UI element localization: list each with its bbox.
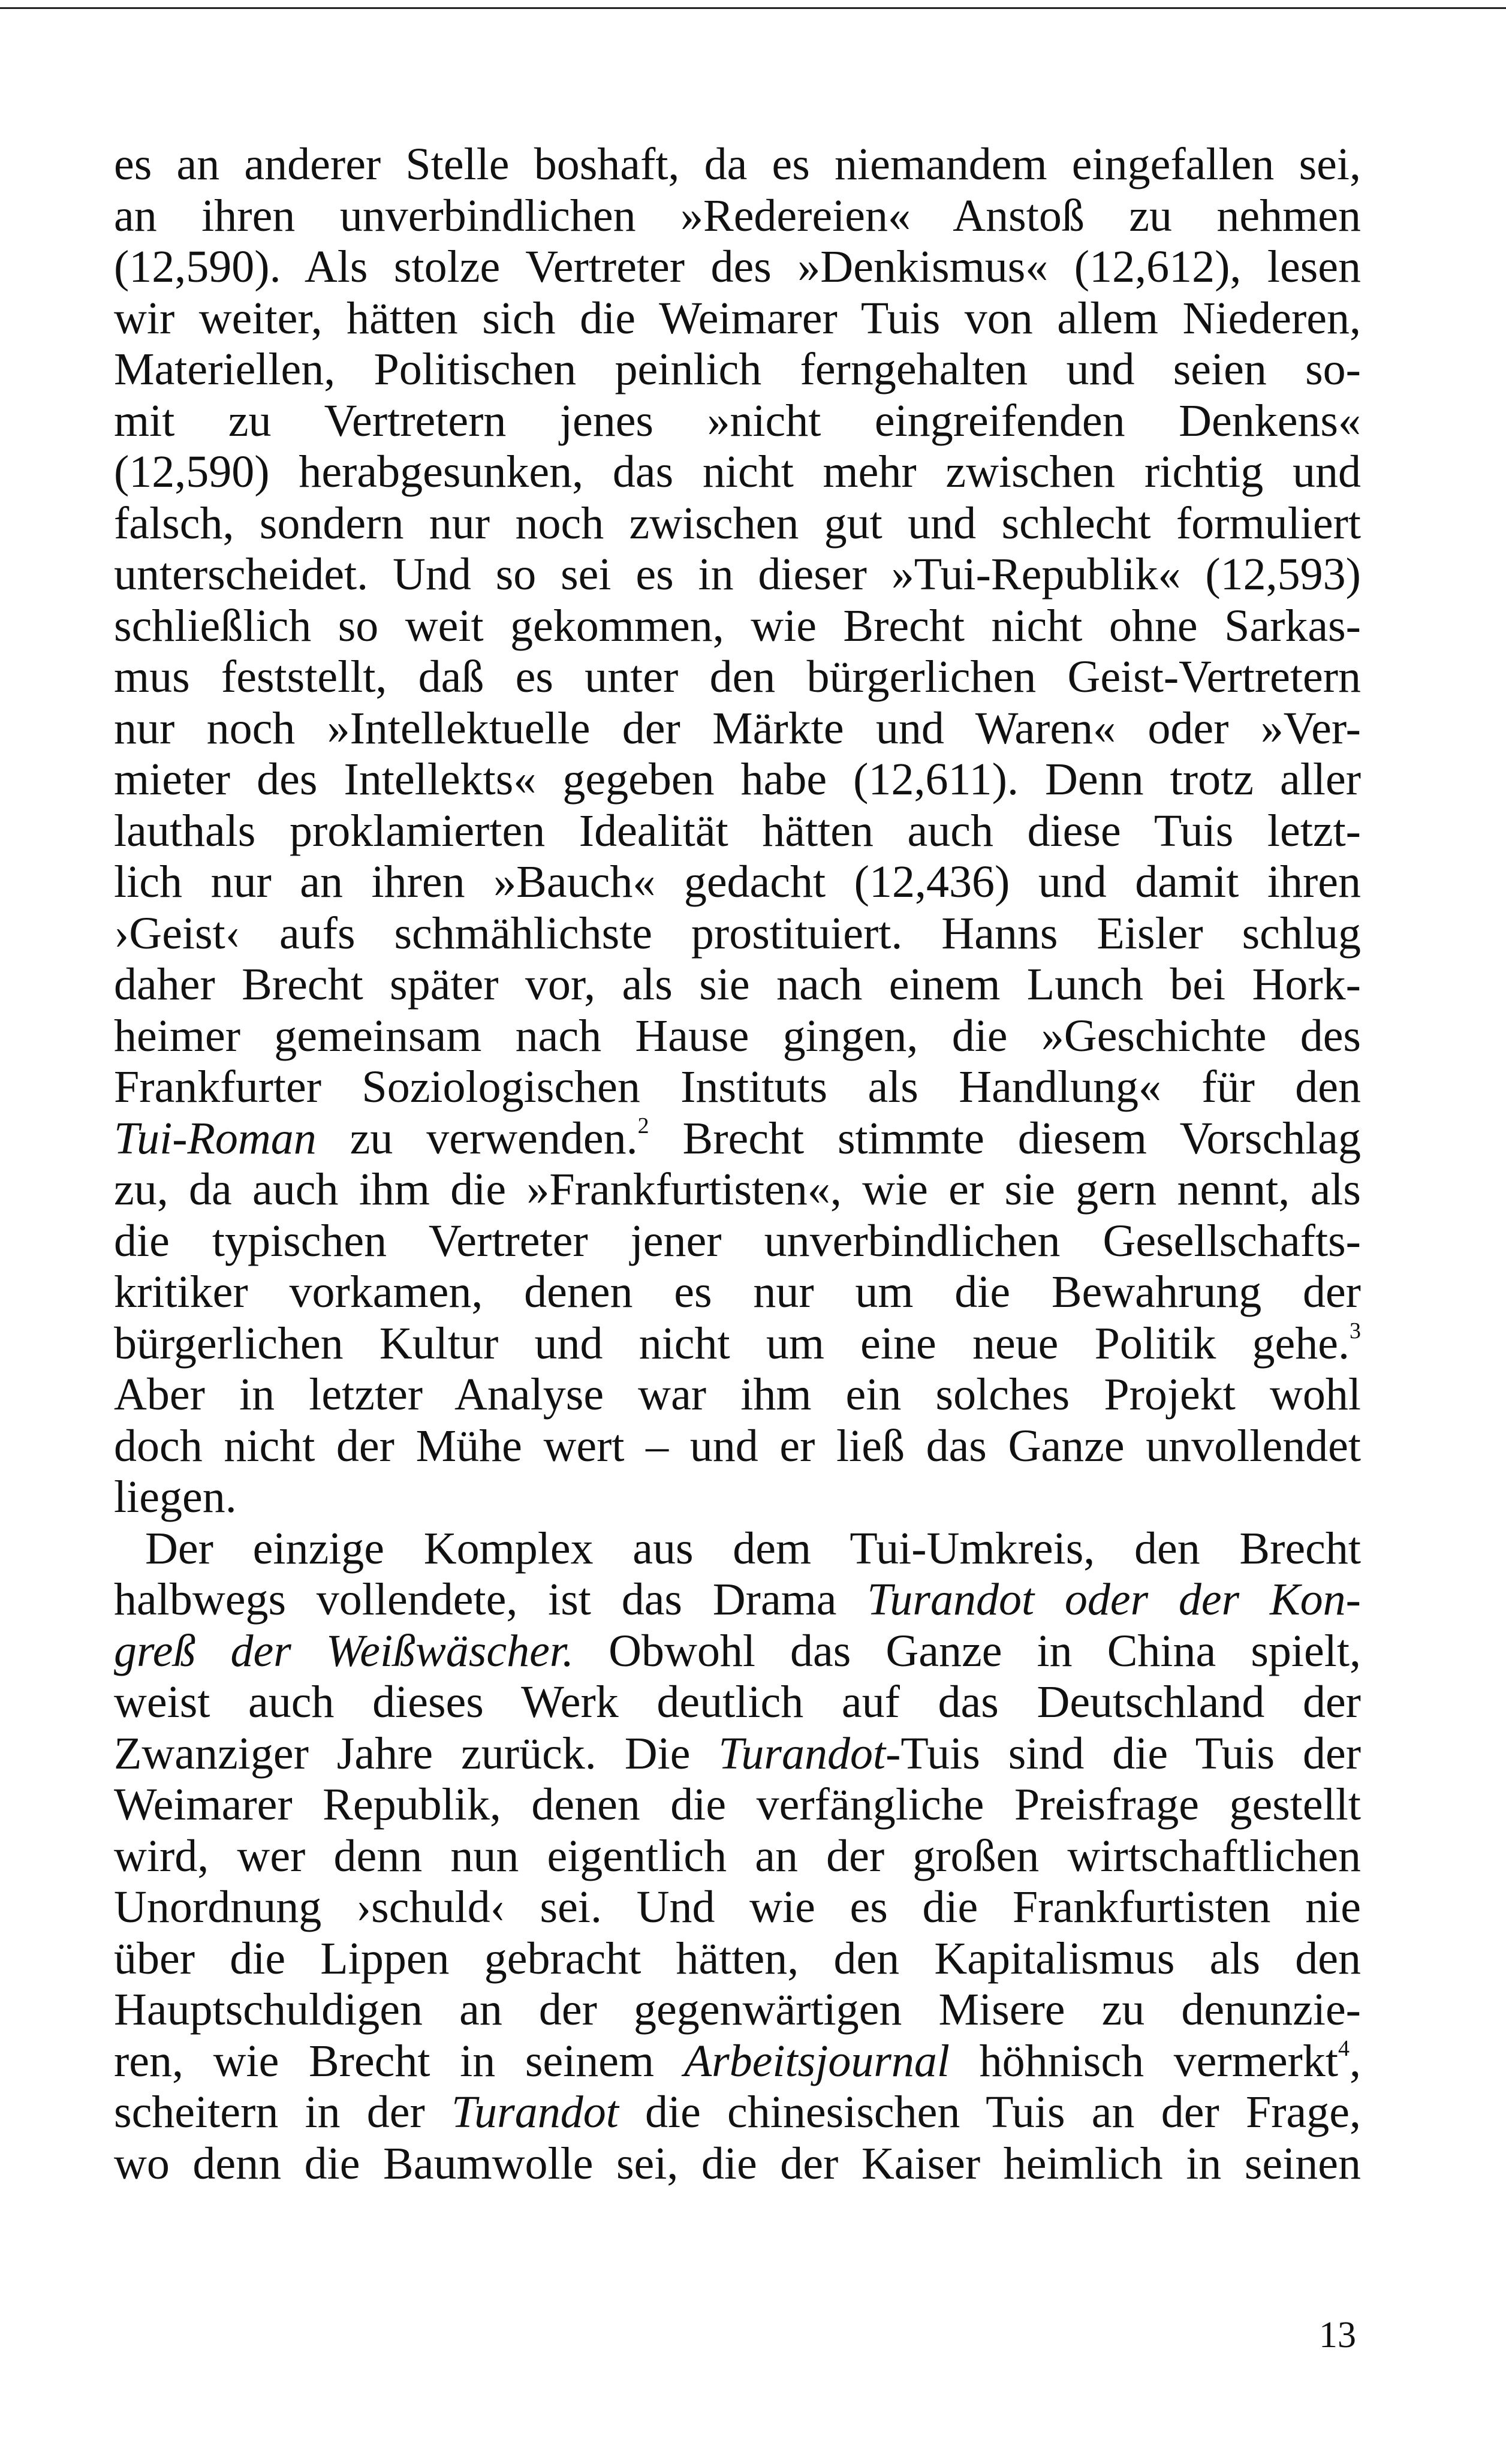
text-segment: mieter des Intellekts« gegeben habe (12,611). Denn trotz aller [114, 754, 1361, 805]
text-line [114, 549, 1361, 601]
text-segment: Hauptschuldigen an der gegenwärtigen Misere zu denunzie- [114, 1984, 1361, 2035]
text-line [114, 857, 1361, 908]
italic-title: Turandot [451, 2087, 619, 2137]
italic-title: greß der Weißwäscher. [114, 1625, 574, 1676]
page-number: 13 [1319, 2315, 1356, 2355]
text-segment: die chinesischen Tuis an der Frage, [618, 2087, 1362, 2137]
text-segment: zu verwenden. [316, 1113, 638, 1164]
footnote-marker: 2 [637, 1113, 649, 1138]
text-line [114, 1728, 1361, 1780]
text-line [114, 396, 1361, 447]
italic-title: Tui-Roman [114, 1113, 317, 1164]
text-line [114, 754, 1361, 806]
text-line [114, 1831, 1361, 1882]
text-segment: -Tuis sind die Tuis der [885, 1728, 1361, 1779]
text-line [114, 1677, 1361, 1728]
text-segment: Zwanziger Jahre zurück. Die [114, 1728, 719, 1779]
text-segment: wird, wer denn nun eigentlich an der großen wirtschaftlichen [114, 1830, 1361, 1881]
top-rule [0, 7, 1506, 9]
text-segment: es an anderer Stelle boshaft, da es niemandem eingefallen sei, [114, 139, 1361, 189]
text-line [114, 1062, 1361, 1113]
text-segment: daher Brecht später vor, als sie nach einem Lunch bei Hork- [114, 959, 1361, 1010]
page-body-text [114, 139, 1361, 2189]
text-segment: Der einzige Komplex aus dem Tui-Umkreis, den Brecht [145, 1523, 1361, 1574]
text-line [114, 703, 1361, 755]
text-segment: ren, wie Brecht in seinem [114, 2035, 684, 2086]
text-segment: mus feststellt, daß es unter den bürgerlichen Geist-Vertretern [114, 652, 1361, 702]
text-line [114, 293, 1361, 345]
text-line [114, 959, 1361, 1011]
text-line [114, 1523, 1361, 1575]
text-segment: wir weiter, hätten sich die Weimarer Tuis von allem Niederen, [114, 293, 1361, 344]
text-line [114, 1421, 1361, 1472]
text-segment: die typischen Vertreter jener unverbindlichen Gesellschafts- [114, 1215, 1361, 1266]
text-segment: Materiellen, Politischen peinlich ferngehalten und seien so- [114, 344, 1361, 394]
text-line [114, 1113, 1361, 1165]
text-segment: über die Lippen gebracht hätten, den Kapitalismus als den [114, 1933, 1361, 1984]
text-line [114, 1933, 1361, 1985]
text-line [114, 1626, 1361, 1677]
text-line [114, 1318, 1361, 1370]
text-segment: Aber in letzter Analyse war ihm ein solches Projekt wohl [114, 1369, 1361, 1420]
text-line [114, 191, 1361, 242]
text-segment: (12,590). Als stolze Vertreter des »Denkismus« (12,612), lesen [114, 242, 1361, 292]
text-segment: lich nur an ihren »Bauch« gedacht (12,436) und damit ihren [114, 857, 1361, 907]
text-segment: liegen. [114, 1472, 237, 1522]
text-line [114, 139, 1361, 191]
text-line [114, 447, 1361, 498]
text-line [114, 2036, 1361, 2088]
text-line [114, 1267, 1361, 1318]
text-segment: weist auch dieses Werk deutlich auf das Deutschland der [114, 1677, 1361, 1727]
text-segment: Brecht stimmte diesem Vorschlag [649, 1113, 1361, 1164]
text-line [114, 1574, 1361, 1626]
footnote-marker: 4 [1338, 2035, 1350, 2061]
footnote-marker: 3 [1350, 1318, 1361, 1344]
text-line [114, 2087, 1361, 2138]
text-segment: kritiker vorkamen, denen es nur um die Bewahrung der [114, 1267, 1361, 1317]
text-segment: falsch, sondern nur noch zwischen gut und schlecht formuliert [114, 498, 1361, 549]
text-segment: (12,590) herabgesunken, das nicht mehr zwischen richtig und [114, 447, 1361, 497]
text-segment: schließlich so weit gekommen, wie Brecht nicht ohne Sarkas- [114, 600, 1361, 651]
text-line [114, 498, 1361, 550]
text-line [114, 1216, 1361, 1267]
text-segment: Weimarer Republik, denen die verfängliche Preisfrage gestellt [114, 1779, 1361, 1830]
text-segment: Unordnung ›schuld‹ sei. Und wie es die Frankfurtisten nie [114, 1882, 1361, 1932]
text-line [114, 1882, 1361, 1933]
text-segment: ›Geist‹ aufs schmählichste prostituiert. Hanns Eisler schlug [114, 908, 1361, 959]
text-line [114, 1472, 1361, 1523]
text-segment: höhnisch vermerkt [950, 2035, 1338, 2086]
text-segment: zu, da auch ihm die »Frankfurtisten«, wie er sie gern nennt, als [114, 1164, 1361, 1215]
italic-title: Arbeitsjournal [683, 2035, 950, 2086]
text-segment: wo denn die Baumwolle sei, die der Kaiser heimlich in seinen [114, 2138, 1361, 2189]
text-segment: , [1349, 2035, 1361, 2086]
text-line [114, 1164, 1361, 1216]
text-segment: an ihren unverbindlichen »Redereien« Anstoß zu nehmen [114, 190, 1361, 241]
text-segment: heimer gemeinsam nach Hause gingen, die »Geschichte des [114, 1010, 1361, 1061]
text-line [114, 806, 1361, 857]
text-line [114, 1369, 1361, 1421]
text-segment: doch nicht der Mühe wert – und er ließ das Ganze unvollendet [114, 1420, 1361, 1471]
text-segment: halbwegs vollendete, ist das Drama [114, 1574, 868, 1625]
text-line [114, 1779, 1361, 1831]
text-line [114, 908, 1361, 960]
text-segment: lauthals proklamierten Idealität hätten auch diese Tuis letzt- [114, 805, 1361, 856]
text-line [114, 1984, 1361, 2036]
text-segment: bürgerlichen Kultur und nicht um eine neue Politik gehe. [114, 1318, 1350, 1369]
italic-title: Turandot oder der Kon- [867, 1574, 1361, 1625]
text-line [114, 2138, 1361, 2190]
text-segment: scheitern in der [114, 2087, 452, 2137]
text-segment: Frankfurter Soziologischen Instituts als Handlung« für den [114, 1062, 1361, 1112]
text-line [114, 242, 1361, 293]
text-segment: unterscheidet. Und so sei es in dieser »Tui-Republik« (12,593) [114, 549, 1361, 600]
text-segment: mit zu Vertretern jenes »nicht eingreifenden Denkens« [114, 395, 1361, 446]
text-segment: Obwohl das Ganze in China spielt, [574, 1625, 1361, 1676]
text-line [114, 344, 1361, 396]
italic-title: Turandot [718, 1728, 886, 1779]
text-segment: nur noch »Intellektuelle der Märkte und Waren« oder »Ver- [114, 703, 1361, 754]
text-line [114, 601, 1361, 652]
text-line [114, 1011, 1361, 1062]
text-line [114, 652, 1361, 703]
